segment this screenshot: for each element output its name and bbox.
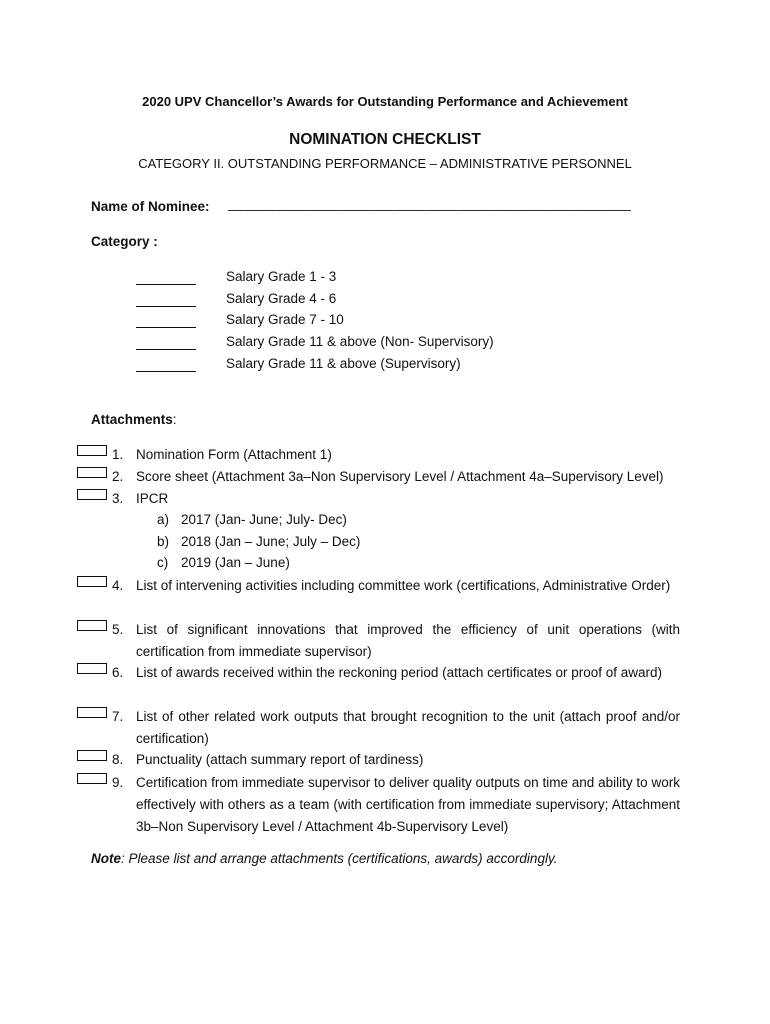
attachment-number: 1.: [112, 447, 124, 462]
category-option-sg7: Salary Grade 7 - 10: [226, 312, 344, 327]
attachment-checkbox-7[interactable]: [77, 707, 107, 718]
attachment-checkbox-5[interactable]: [77, 620, 107, 631]
attachment-checkbox-8[interactable]: [77, 750, 107, 761]
attachment-checkbox-9[interactable]: [77, 773, 107, 784]
note-label: Note: [91, 851, 121, 866]
attachment-number: 8.: [112, 752, 124, 767]
attachment-number: 5.: [112, 622, 124, 637]
attachment-number: 9.: [112, 775, 124, 790]
attachment-item-text: List of other related work outputs that brought recognition to the unit (attach proof and/or certification): [136, 709, 680, 746]
attachment-number: 2.: [112, 469, 124, 484]
attachments-colon: :: [172, 412, 177, 427]
attachment-number: 6.: [112, 665, 124, 680]
attachment-checkbox-6[interactable]: [77, 663, 107, 674]
note-text: : Please list and arrange attachments (certifications, awards) accordingly.: [121, 851, 558, 866]
attachment-checkbox-2[interactable]: [77, 467, 107, 478]
attachment-number: 7.: [112, 709, 124, 724]
category-option-sg11-supervisory: Salary Grade 11 & above (Supervisory): [226, 356, 461, 371]
ipcr-sub-label: c): [157, 555, 169, 570]
ipcr-sub-text: 2019 (Jan – June): [181, 555, 290, 570]
attachment-checkbox-3[interactable]: [77, 489, 107, 500]
checklist-title: NOMINATION CHECKLIST: [289, 131, 481, 148]
nominee-label: Name of Nominee:: [91, 199, 210, 214]
attachment-item-text: Certification from immediate supervisor to deliver quality outputs on time and ability to work effectively with others as a team (with certification from immediate supervisory; Attachment 3b–Non Supervisory Level / Attachment 4b-Supervisory Level): [136, 775, 680, 834]
attachment-item-text: Nomination Form (Attachment 1): [136, 447, 332, 462]
attachment-item-text: List of significant innovations that improved the efficiency of unit operations (with certification from immediate supervisor): [136, 622, 680, 659]
attachments-heading: [91, 412, 177, 427]
category-option-sg11-non-supervisory: Salary Grade 11 & above (Non- Supervisory): [226, 334, 494, 349]
attachment-checkbox-1[interactable]: [77, 445, 107, 456]
attachment-item-text: IPCR: [136, 491, 169, 506]
attachment-item-text: Score sheet (Attachment 3a–Non Supervisory Level / Attachment 4a–Supervisory Level): [136, 469, 664, 484]
nominee-name-field[interactable]: ___________________________________________________: [228, 196, 632, 211]
ipcr-sub-text: 2017 (Jan- June; July- Dec): [181, 512, 347, 527]
category-checkline-sg7[interactable]: [136, 327, 196, 328]
category-option-sg4: Salary Grade 4 - 6: [226, 291, 337, 306]
attachments-label: Attachments: [91, 412, 173, 427]
category-checkline-sg4[interactable]: [136, 306, 196, 307]
note: [91, 851, 557, 866]
category-option-sg1: Salary Grade 1 - 3: [226, 269, 337, 284]
category-checkline-sg11-supervisory[interactable]: [136, 371, 196, 372]
ipcr-sub-text: 2018 (Jan – June; July – Dec): [181, 534, 361, 549]
ipcr-sub-label: a): [157, 512, 170, 527]
attachment-number: 3.: [112, 491, 124, 506]
ipcr-sub-label: b): [157, 534, 170, 549]
attachment-item-text: List of intervening activities including committee work (certifications, Administrative Order): [136, 578, 671, 593]
attachment-checkbox-4[interactable]: [77, 576, 107, 587]
category-checkline-sg1[interactable]: [136, 284, 196, 285]
awards-title: 2020 UPV Chancellor’s Awards for Outstanding Performance and Achievement: [142, 94, 628, 109]
attachment-number: 4.: [112, 578, 124, 593]
category-label: Category :: [91, 234, 158, 249]
attachment-item-text: List of awards received within the reckoning period (attach certificates or proof of award): [136, 665, 663, 680]
attachment-item-text: Punctuality (attach summary report of tardiness): [136, 752, 424, 767]
category-checkline-sg11-non-supervisory[interactable]: [136, 349, 196, 350]
category-title: CATEGORY II. OUTSTANDING PERFORMANCE – ADMINISTRATIVE PERSONNEL: [138, 156, 632, 171]
